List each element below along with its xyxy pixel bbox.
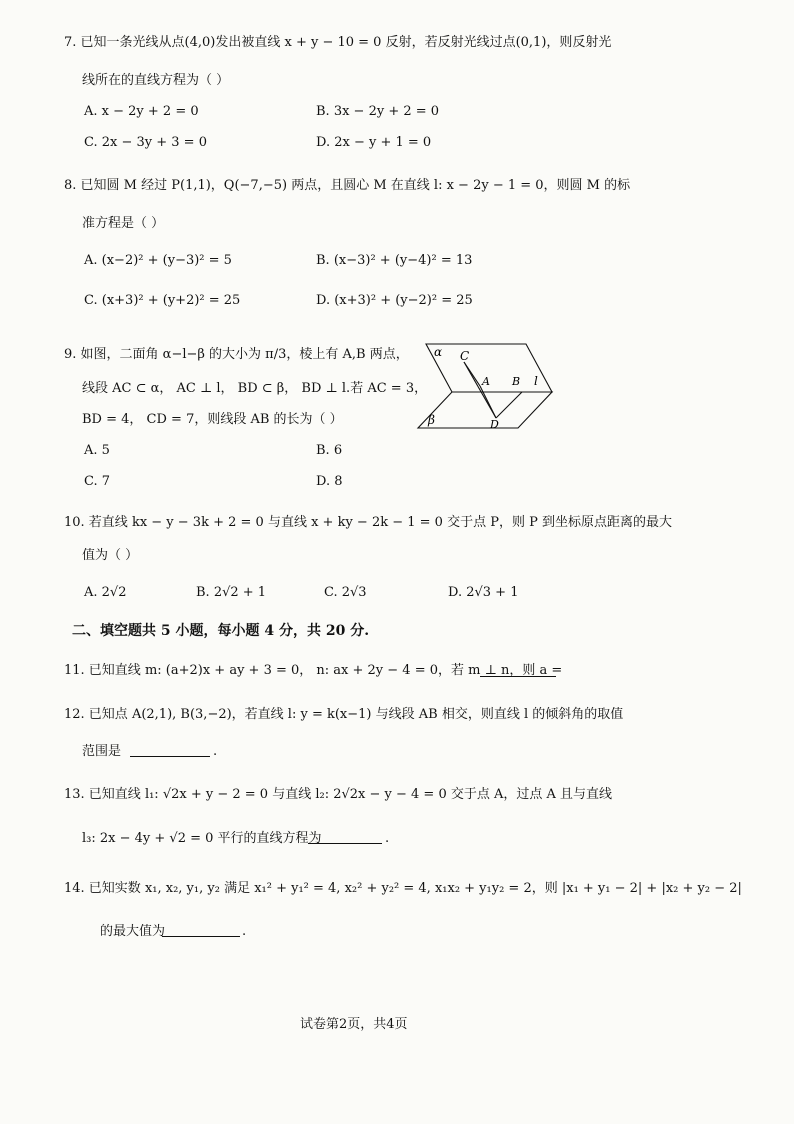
q10-option-a: A. 2√2 (84, 585, 127, 600)
q7-stem-line1: 7. 已知一条光线从点(4,0)发出被直线 x + y − 10 = 0 反射，若反射光线过点(0,1)，则反射光 (64, 35, 612, 50)
q8-option-a: A. (x−2)² + (y−3)² = 5 (84, 253, 232, 268)
q8-option-c: C. (x+3)² + (y+2)² = 25 (84, 293, 241, 308)
dihedral-angle-figure (406, 336, 556, 436)
q10-option-d: D. 2√3 + 1 (448, 585, 519, 600)
plane-beta (418, 392, 552, 428)
q9-option-b: B. 6 (316, 443, 343, 458)
q12-stem-line2: 范围是 (82, 744, 122, 759)
q7-option-a: A. x − 2y + 2 = 0 (84, 104, 199, 119)
exam-page: 7. 已知一条光线从点(4,0)发出被直线 x + y − 10 = 0 反射，若反射光线过点(0,1)，则反射光 线所在的直线方程为（ ） A. x − 2y + 2 = 0 B. 3x − 2y + 2 = 0 C. 2x − 3y + 3 = 0 D. 2x − y + 1 = 0 8. 已知圆 M 经过 P(1,1)，Q(−7,−5) 两点，且圆心 M 在直线 l: x − 2y − 1 = 0，则圆 M 的标 准方程是（ ） A. (x−2)² + (y−3)² = 5 B. (x−3)² + (y−4)² = 13 C. (x+3)² + (y+2)² = 25 D. (x+3)² + (y−2)² = 25 9. 如图，二面角 α−l−β 的大小为 π/3，棱上有 A,B 两点， 线段 AC ⊂ α， AC ⊥ l， BD ⊂ β， BD ⊥ l.若 AC = 3， BD = 4， CD = 7，则线段 AB 的长为（ ） A. 5 B. 6 C. 7 D. 8 α C A B l β D 10. 若直线 kx − y − 3k + 2 = 0 与直线 x + ky − 2k − 1 = 0 交于点 P，则 P 到坐标原点距离的最大 值为（ ） A. 2√2 B. 2√2 + 1 C. 2√3 D. 2√3 + 1 二、填空题共 5 小题，每小题 4 分，共 20 分. 11. 已知直线 m: (a+2)x + ay + 3 = 0， n: ax + 2y − 4 = 0，若 m ⊥ n，则 a = 12. 已知点 A(2,1), B(3,−2)，若直线 l: y = k(x−1) 与线段 AB 相交，则直线 l 的倾斜角的取值 范围是 . 13. 已知直线 l₁: √2x + y − 2 = 0 与直线 l₂: 2√2x − y − 4 = 0 交于点 A，过点 A 且与直线 l₃: 2x − 4y + √2 = 0 平行的直线方程为 . 14. 已知实数 x₁, x₂, y₁, y₂ 满足 x₁² + y₁² = 4, x₂² + y₂² = 4, x₁x₂ + y₁y₂ = 2，则 |x₁ + y₁ − 2| + |x₂ + y₂ − 2| 的最大值为 . 试卷第2页，共4页 (64, 35, 742, 1032)
q8-option-b: B. (x−3)² + (y−4)² = 13 (316, 253, 473, 268)
q8-option-d: D. (x+3)² + (y−2)² = 25 (316, 293, 473, 308)
q14-answer-blank[interactable] (162, 936, 240, 937)
q11-answer-blank[interactable] (480, 676, 556, 677)
q10-stem-line1: 10. 若直线 kx − y − 3k + 2 = 0 与直线 x + ky − 2k − 1 = 0 交于点 P，则 P 到坐标原点距离的最大 (64, 515, 672, 530)
q9-stem-line1: 9. 如图，二面角 α−l−β 的大小为 π/3，棱上有 A,B 两点， (64, 347, 409, 362)
q14-stem-line2: 的最大值为 (100, 924, 166, 939)
q10-option-c: C. 2√3 (324, 585, 367, 600)
q11-stem: 11. 已知直线 m: (a+2)x + ay + 3 = 0， n: ax + 2y − 4 = 0，若 m ⊥ n，则 a = (64, 663, 563, 678)
label-beta: β (428, 413, 435, 427)
q8-stem-line2: 准方程是（ ） (82, 216, 165, 231)
q7-stem-line2: 线所在的直线方程为（ ） (82, 73, 230, 88)
page-footer: 试卷第2页，共4页 (300, 1017, 408, 1032)
q12-answer-blank[interactable] (130, 756, 210, 757)
q9-stem-line3: BD = 4， CD = 7，则线段 AB 的长为（ ） (82, 412, 343, 427)
q9-stem-line2: 线段 AC ⊂ α， AC ⊥ l， BD ⊂ β， BD ⊥ l.若 AC = 3， (82, 381, 428, 396)
label-d: D (490, 418, 499, 431)
section-2-heading: 二、填空题共 5 小题，每小题 4 分，共 20 分. (72, 623, 370, 639)
q14-stem-line1: 14. 已知实数 x₁, x₂, y₁, y₂ 满足 x₁² + y₁² = 4, x₂² + y₂² = 4, x₁x₂ + y₁y₂ = 2，则 |x₁ + y₁ − 2| + |x₂ + y₂ − 2| (64, 881, 742, 896)
q7-option-c: C. 2x − 3y + 3 = 0 (84, 135, 207, 150)
segment-ad (480, 386, 496, 418)
label-alpha: α (434, 345, 443, 359)
q10-option-b: B. 2√2 + 1 (196, 585, 267, 600)
label-a: A (482, 375, 490, 388)
q7-option-b: B. 3x − 2y + 2 = 0 (316, 104, 440, 119)
q12-stem-line1: 12. 已知点 A(2,1), B(3,−2)，若直线 l: y = k(x−1) 与线段 AB 相交，则直线 l 的倾斜角的取值 (64, 707, 624, 722)
q8-stem-line1: 8. 已知圆 M 经过 P(1,1)，Q(−7,−5) 两点，且圆心 M 在直线 l: x − 2y − 1 = 0，则圆 M 的标 (64, 178, 631, 193)
label-l: l (534, 374, 538, 388)
q13-answer-blank[interactable] (308, 843, 382, 844)
q10-stem-line2: 值为（ ） (82, 548, 139, 563)
q9-option-a: A. 5 (84, 443, 110, 458)
q9-option-d: D. 8 (316, 474, 343, 489)
q9-option-c: C. 7 (84, 474, 111, 489)
label-b: B (512, 375, 521, 388)
q13-stem-line1: 13. 已知直线 l₁: √2x + y − 2 = 0 与直线 l₂: 2√2x − y − 4 = 0 交于点 A，过点 A 且与直线 (64, 787, 613, 802)
segment-bd (496, 392, 522, 418)
q7-option-d: D. 2x − y + 1 = 0 (316, 135, 432, 150)
q13-stem-line2: l₃: 2x − 4y + √2 = 0 平行的直线方程为 (82, 831, 322, 846)
label-c: C (460, 349, 470, 363)
